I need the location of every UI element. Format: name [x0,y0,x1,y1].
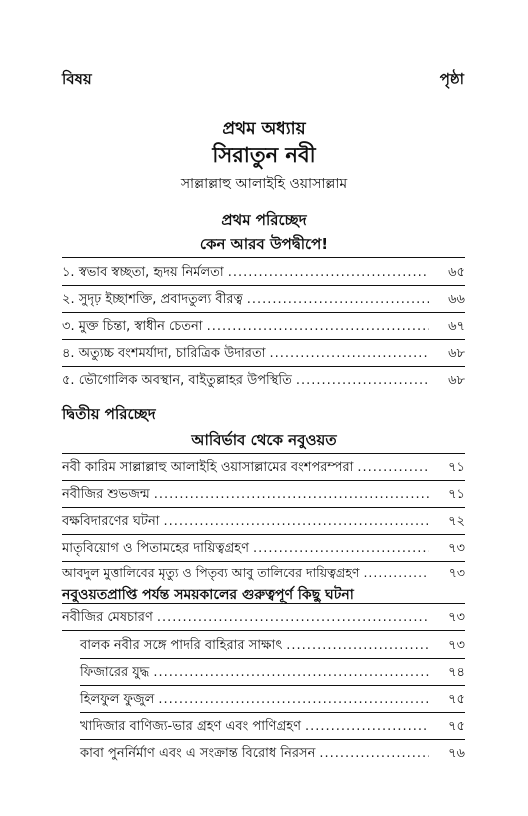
row-divider [62,561,465,562]
dot-leader [158,691,429,709]
toc-entry[interactable] [62,486,465,504]
salutation: সাল্লাল্লাহু আলাইহি ওয়াসাল্লাম [180,176,348,192]
dot-leader [286,637,429,655]
toc-entry-page: ৬৭ [448,319,465,334]
toc-entry-title: নবী কারিম সাল্লাল্লাহু আলাইহি ওয়াসাল্লামের বংশপরম্পরা [62,460,354,475]
dot-leader [153,664,429,682]
dot-leader [357,459,429,477]
toc-entry-page: ৬৮ [448,373,465,388]
toc-entry-title: বক্ষবিদারণের ঘটনা [62,514,160,529]
chapter-heading: প্রথম অধ্যায় [222,119,306,139]
dot-leader [319,745,429,763]
row-divider [62,480,465,481]
section-1-subtitle: কেন আরব উপদ্বীপে! [199,235,329,253]
subject-column-header: বিষয় [62,70,92,88]
row-divider [62,630,465,631]
toc-entry-title: ৫. ভৌগোলিক অবস্থান, বাইতুল্লাহর উপস্থিতি [62,373,292,388]
toc-entry-page: ৭১ [448,460,465,475]
toc-entry-page: ৬৮ [448,346,465,361]
book-title: সিরাতুন নবী [212,143,316,167]
section-2-label: দ্বিতীয় পরিচ্ছেদ [62,405,156,423]
toc-entry-page: ৭৫ [448,719,465,734]
row-divider [62,285,465,286]
row-divider [62,366,465,367]
dot-leader [363,564,429,582]
toc-entry-page: ৬৬ [448,292,465,307]
toc-entry[interactable] [80,637,465,655]
section-1-divider [62,257,465,258]
section-2-subtitle: আবির্ভাব থেকে নবুওয়ত [191,431,337,449]
row-divider [80,685,465,686]
dot-leader [269,345,429,363]
toc-entry[interactable] [62,264,465,282]
toc-entry-title: কাবা পুনর্নির্মাণ এবং এ সংক্রান্ত বিরোধ নিরসন [80,746,316,761]
toc-entry-title: ৩. মুক্ত চিন্তা, স্বাধীন চেতনা [62,319,203,334]
toc-entry-page: ৭৩ [448,541,465,556]
toc-entry-title: নবীজির মেষচারণ [62,610,153,625]
toc-entry-title: নবীজির শুভজন্ম [62,487,150,502]
toc-entry[interactable] [62,291,465,309]
toc-entry[interactable] [80,718,465,736]
dot-leader [154,486,429,504]
row-divider [62,339,465,340]
row-divider [62,312,465,313]
events-divider [62,603,465,604]
row-divider [62,507,465,508]
toc-entry-title: ২. সুদৃঢ় ইচ্ছাশক্তি, প্রবাদতুল্য বীরত্ব [62,292,243,307]
dot-leader [305,718,429,736]
toc-entry-page: ৭১ [448,487,465,502]
toc-entry-title: খাদিজার বাণিজ্য-ভার গ্রহণ এবং পাণিগ্রহণ [80,719,301,734]
dot-leader [157,609,429,627]
toc-entry-title: ৪. অত্যুচ্চ বংশমর্যাদা, চারিত্রিক উদারতা [62,346,266,361]
row-divider [80,658,465,659]
toc-entry[interactable] [80,745,465,763]
toc-entry-title: বালক নবীর সঙ্গে পাদরি বাহিরার সাক্ষাৎ [80,638,283,653]
row-divider [80,739,465,740]
toc-entry-title: ফিজারের যুদ্ধ [80,665,150,680]
toc-entry-page: ৬৫ [448,265,465,280]
dot-leader [228,264,429,282]
dot-leader [207,318,429,336]
row-divider [62,534,465,535]
toc-entry-page: ৭৫ [448,692,465,707]
row-divider [80,712,465,713]
toc-entry[interactable] [80,664,465,682]
toc-entry-page: ৭৩ [448,565,465,580]
toc-entry[interactable] [62,372,465,390]
toc-entry-page: ৭৩ [448,610,465,625]
section-1-label: প্রথম পরিচ্ছেদ [221,211,307,229]
toc-entry[interactable] [62,459,465,477]
toc-entry[interactable] [80,691,465,709]
toc-entry-page: ৭৬ [448,746,465,761]
section-2-divider [62,453,465,454]
toc-entry[interactable] [62,609,465,627]
toc-entry-title: আবদুল মুত্তালিবের মৃত্যু ও পিতৃব্য আবু তালিবের দায়িত্বগ্রহণ [62,565,360,580]
toc-entry[interactable] [62,564,465,582]
events-subheading: নবুওয়তপ্রাপ্তি পর্যন্ত সময়কালের গুরুত্বপূর্ণ কিছু ঘটনা [62,587,354,603]
toc-entry-title: মাতৃবিয়োগ ও পিতামহের দায়িত্বগ্রহণ [62,541,249,556]
toc-entry[interactable] [62,540,465,558]
toc-entry-page: ৭৩ [448,638,465,653]
toc-entry[interactable] [62,345,465,363]
toc-entry[interactable] [62,513,465,531]
toc-entry-title: ১. স্বভাব স্বচ্ছতা, হৃদয় নির্মলতা [62,265,224,280]
dot-leader [253,540,429,558]
toc-entry-title: হিলফুল ফুজুল [80,692,155,707]
toc-entry[interactable] [62,318,465,336]
dot-leader [296,372,429,390]
page-column-header: পৃষ্ঠা [439,70,464,88]
dot-leader [163,513,429,531]
toc-entry-page: ৭২ [448,514,465,529]
dot-leader [247,291,429,309]
toc-entry-page: ৭৪ [448,665,465,680]
